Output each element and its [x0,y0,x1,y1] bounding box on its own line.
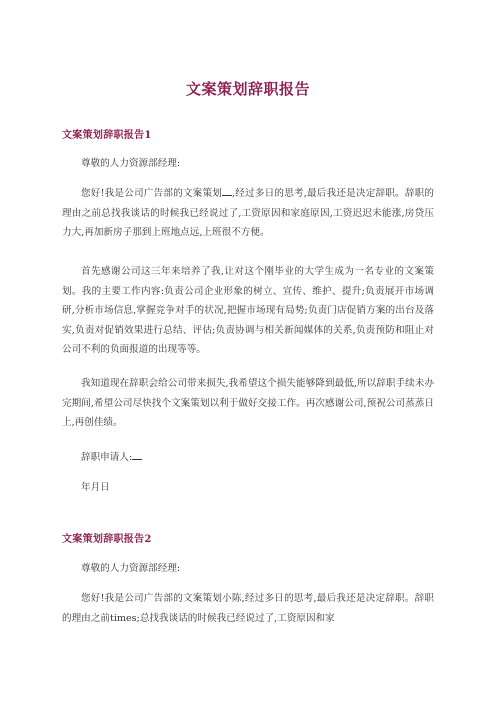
section-2-heading: 文案策划辞职报告2 [62,534,152,545]
applicant-label: 辞职申请人: [81,452,133,463]
section-1-heading: 文案策划辞职报告1 [62,130,152,141]
section-1-salutation: 尊敬的人力资源部经理: [81,158,181,169]
section-1-paragraph-1-rest: ,经过多日的思考,最后我还是决定辞职。辞职的理由之前总找我谈话的时候我已经说过了,工资原因和家庭原因,工资迟迟未能涨,房贷压力大,再加新房子那到上班地点远,上班很不方便。 [62,188,434,238]
name-blank [222,185,232,196]
section-1-applicant [62,448,434,468]
section-1-paragraph-3: 我知道现在辞职会给公司带来损失,我希望这个损失能够降到最低,所以辞职手续未办完期间,希望公司尽快找个文案策划以利于做好交接工作。再次感谢公司,预祝公司蒸蒸日上,再创佳绩。 [62,378,434,428]
section-1-paragraph-1 [62,184,434,243]
section-2-paragraph-1: 您好!我是公司广告部的文案策划小陈,经过多日的思考,最后我还是决定辞职。辞职的理由之前times;总找我谈话的时候我已经说过了,工资原因和家 [62,593,434,624]
section-1-paragraph-1-start: 您好!我是公司广告部的文案策划 [81,188,223,199]
document-title: 文案策划辞职报告 [185,80,310,98]
section-1-date: 年月日 [81,482,110,493]
section-1-paragraph-2: 首先感谢公司这三年来培养了我,让对这个刚毕业的大学生成为一名专业的文案策划。我的主要工作内容:负责公司企业形象的树立、宣传、维护、提升;负责展开市场调研,分析市场信息,掌握竞争对手的状况,把握市场现有局势;负责门店促销方案的出台及落实,负责对促销效果进行总结、评估;负责协调与相关新闻媒体的关系,负责预防和阻止对公司不利的负面报道的出现等等。 [62,266,434,355]
applicant-blank [132,449,142,460]
section-2-salutation: 尊敬的人力资源部经理: [81,563,181,574]
